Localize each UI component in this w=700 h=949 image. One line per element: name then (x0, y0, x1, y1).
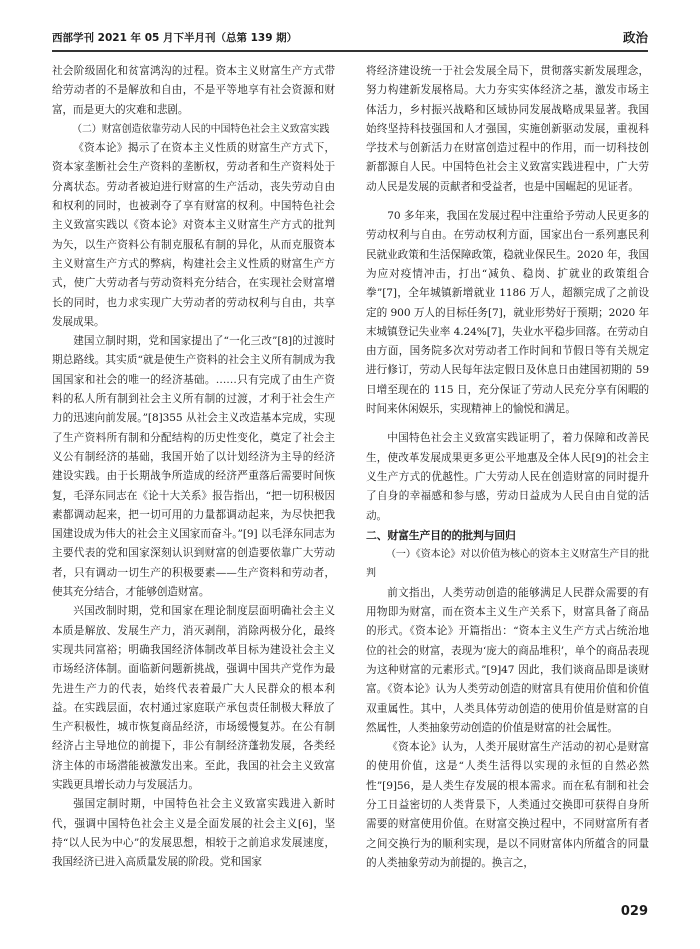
subsection-heading: （二）财富创造依靠劳动人民的中国特色社会主义致富实践 (72, 123, 330, 135)
paragraph: 社会阶级固化和贫富鸿沟的过程。资本主义财富生产方式带给劳动者的不是解放和自由，不是平等地享有社会资源和财富，而是更大的灾难和悲剧。 (52, 65, 335, 116)
paragraph: 前文指出，人类劳动创造的能够满足人民群众需要的有用物即为财富，而在资本主义生产关系下，财富具备了商品的形式。《资本论》开篇指出：“资本主义生产方式占统治地位的社会的财富，表现为‘庞大的商品堆积’，单个的商品表现为这种财富的元素形式。”[9]47 因此，我们谈商品即是谈财富。《资本论》认为人类劳动创造的财富具有使用价值和价值双重属性。其中，人类具体劳动创造的使用价值是财富的自然属性，人类抽象劳动创造的价值是财富的社会属性。 (366, 586, 649, 734)
running-header (52, 28, 648, 48)
journal-title: 西部学刊 2021 年 05 月下半月刊（总第 139 期） (52, 32, 298, 44)
page-number: 029 (620, 904, 648, 919)
paragraph: 建国立制时期，党和国家提出了“一化三改”[8]的过渡时期总路线。其实质“就是使生产资料的社会主义所有制成为我国国家和社会的唯一的经济基础。……只有完成了由生产资料的私人所有制到社会主义所有制的过渡，才利于社会生产力的迅速向前发展。”[8]355 从社会主义改造基本完成，实现了生产资料所有制和分配结构的历史性变化，奠定了社会主义公有制经济的基础，我国开始了以计划经济为主导的经济建设实践。由于长期战争所造成的经济严重落后需要时间恢复，毛泽东同志在《论十大关系》报告指出，“把一切积极因素都调动起来，把一切可用的力量都调动起来，为尽快把我国建设成为伟大的社会主义国家而奋斗。”[9] 以毛泽东同志为主要代表的党和国家深刻认识到财富的创造要依靠广大劳动者，只有调动一切生产的积极要素——生产资料和劳动者，使其充分结合，才能够创造财富。 (52, 335, 335, 599)
paragraph: 《资本论》揭示了在资本主义性质的财富生产方式下，资本家垄断社会生产资料的垄断权，劳动者和生产资料处于分离状态。劳动者被迫进行财富的生产活动，丧失劳动自由和权利的同时，也被剥夺了享有财富的权利。中国特色社会主义致富实践以《资本论》对资本主义财富生产方式的批判为矢，以生产资料公有制克服私有制的异化，从而克服资本主义财富生产方式的弊病，构建社会主义性质的财富生产方式，使广大劳动者与劳动资料充分结合，在实现社会财富增长的同时，也力求实现广大劳动者的劳动权利与自由，共享发展成果。 (52, 142, 335, 328)
paragraph: 70 多年来，我国在发展过程中注重给予劳动人民更多的劳动权利与自由。在劳动权利方面，国家出台一系列惠民利民就业政策和生活保障政策，稳就业保民生。2020 年，我国为应对疫情冲击，打出“减负、稳岗、扩就业的政策组合拳”[7]，全年城镇新增就业 1186 万人，超额完成了之前设定的 900 万人的目标任务[7]，就业形势好于预期；2020 年末城镇登记失业率 4.24%[7]，失业水平稳步回落。在劳动自由方面，国务院多次对劳动者工作时间和节假日等有关规定进行修订，劳动人民每年法定假日及休息日由建国初期的 59 日增至现在的 115 日，充分保证了劳动人民充分享有闲暇的时间来休闲娱乐，实现精神上的愉悦和满足。 (366, 210, 649, 416)
header-rule (52, 50, 648, 52)
paragraph: 将经济建设统一于社会发展全局下，贯彻落实新发展理念，努力构建新发展格局。大力夯实实体经济之基，激发市场主体活力，乡村振兴战略和区域协同发展战略成果显著。我国始终坚持科技强国和人才强国，实施创新驱动发展，重视科学技术与创新活力在财富创造过程中的作用，而一切科技创新都源自人民。中国特色社会主义致富实践进程中，广大劳动人民是发展的贡献者和受益者，也是中国崛起的见证者。 (366, 65, 649, 193)
subsection-heading: （一）《资本论》对以价值为核心的资本主义财富生产目的批判 (366, 549, 649, 580)
left-column (52, 62, 335, 872)
right-column (366, 62, 649, 873)
section-heading: 二、财富生产目的的批判与回归 (366, 528, 516, 542)
paragraph: 《资本论》认为，人类开展财富生产活动的初心是财富的使用价值，这是“人类生活得以实现的永恒的自然必然性”[9]56，是人类生存发展的根本需求。而在私有制和社会分工日益密切的人类背景下，人类通过交换即可获得自身所需要的财富使用价值。在财富交换过程中，不同财富所有者之间交换行为的顺利实现，是以不同财富体内所蕴含的同量的人类抽象劳动为前提的。换言之， (366, 741, 649, 869)
section-label: 政治 (622, 30, 648, 45)
paragraph: 强国定制时期，中国特色社会主义致富实践进入新时代，强调中国特色社会主义是全面发展的社会主义[6]，坚持“以人民为中心”的发展思想，相较于之前追求发展速度，我国经济已进入高质量发展的阶段。党和国家 (52, 798, 335, 869)
paragraph: 中国特色社会主义致富实践证明了，着力保障和改善民生，使改革发展成果更多更公平地惠及全体人民[9]的社会主义生产方式的优越性。广大劳动人民在创造财富的同时提升了自身的幸福感和参与感，劳动日益成为人民自由自觉的活动。 (366, 432, 649, 522)
paragraph: 兴国改制时期，党和国家在理论制度层面明确社会主义本质是解放、发展生产力，消灭剥削，消除两极分化，最终实现共同富裕；明确我国经济体制改革目标为建设社会主义市场经济体制。面临新问题新挑战，强调中国共产党作为最先进生产力的代表，始终代表着最广大人民群众的根本利益。在实践层面，农村通过家庭联产承包责任制极大释放了生产积极性，城市恢复商品经济，市场缓慢复苏。在公有制经济占主导地位的前提下，非公有制经济蓬勃发展，各类经济主体的市场潜能被激发出来。至此，我国的社会主义致富实践更具增长动力与发展活力。 (52, 605, 335, 791)
